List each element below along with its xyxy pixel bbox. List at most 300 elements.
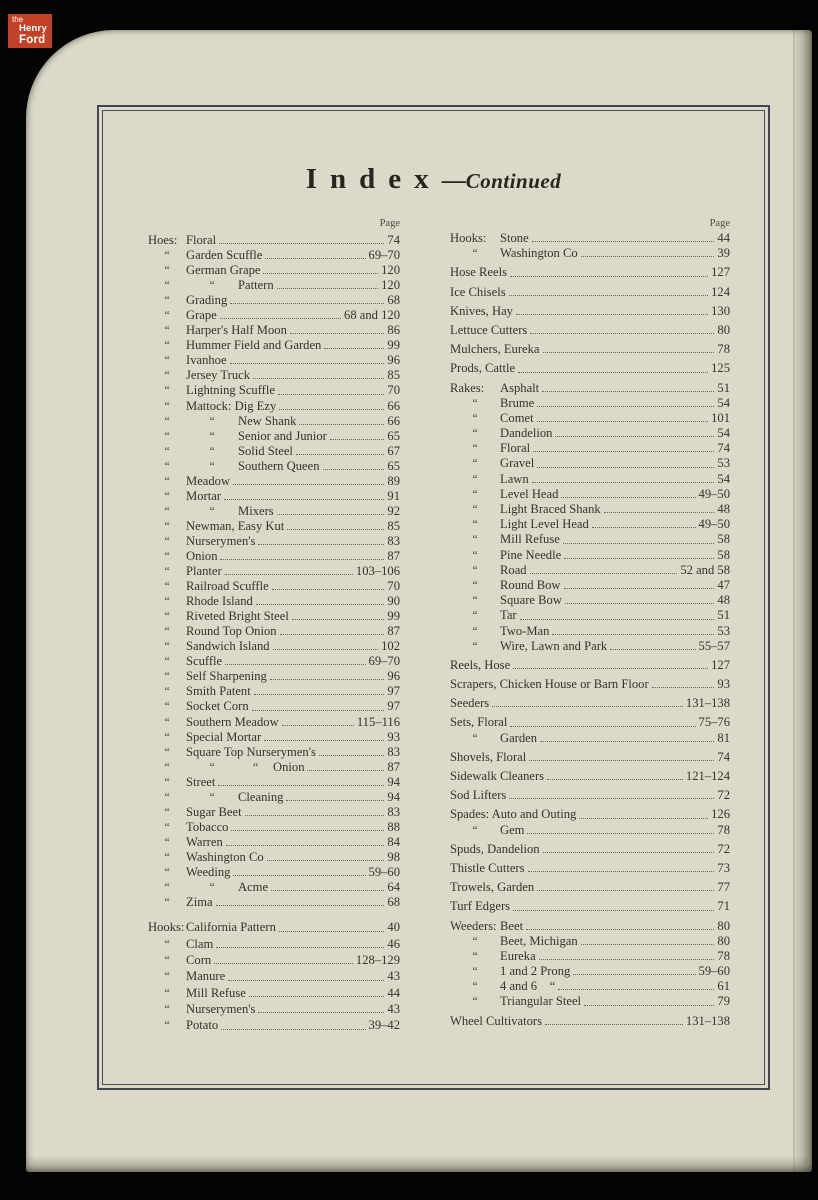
dot-leader [245,815,385,816]
dot-leader [545,1024,683,1025]
index-row [148,1001,400,1017]
entry-page-number: 85 [387,368,400,383]
dot-leader [330,439,385,440]
entry-page-number: 70 [387,383,400,398]
index-row [450,899,730,914]
entry-page-number: 103–106 [355,564,400,579]
dot-leader [226,845,385,846]
entry-page-number: 39 [717,246,730,261]
entry-page-number: 121–124 [685,769,730,783]
entry-section-label: Hoes: [148,233,178,247]
index-group [450,361,730,376]
index-row [450,285,730,300]
entry-name: Pine Needle [500,547,562,562]
dot-leader [279,409,384,410]
entry-name: Mill Refuse [186,985,246,1000]
entry-name: Lawn [500,471,529,486]
index-row [148,429,400,444]
entry-name: Scuffle [186,654,223,669]
entry-page-number: 101 [711,410,730,425]
index-row [450,750,730,765]
index-row [148,233,400,248]
index-group [450,750,730,765]
dot-leader [555,436,714,437]
dot-leader [270,679,385,680]
ditto-mark: “ [164,701,170,714]
entry-page-number: 130 [711,303,730,318]
dot-leader [219,243,384,244]
entry-page-number: 81 [717,730,730,745]
entry-name: Rhode Island [186,594,253,609]
index-row [450,964,730,979]
index-row [148,489,400,504]
entry-name: Sod Lifters [450,788,507,803]
index-group [450,677,730,692]
entry-name: Acme [238,880,269,895]
ditto-mark: “ [472,966,478,979]
index-row [450,578,730,593]
index-row [450,411,730,426]
entry-page-number: 61 [717,979,730,994]
entry-page-number: 54 [717,426,730,441]
ditto-mark: “ [472,412,478,425]
dot-leader [256,604,385,605]
entry-name: Tobacco [186,819,229,834]
dot-leader [214,963,353,964]
index-row [148,609,400,624]
dot-leader [592,527,696,528]
entry-page-number: 51 [717,380,730,395]
index-group [450,769,730,784]
index-row [450,919,730,934]
ditto-mark: “ [164,325,170,338]
index-group [450,919,730,1010]
index-row [148,474,400,489]
ditto-mark: “ [209,882,215,895]
index-row [148,968,400,984]
entry-page-number: 54 [717,395,730,410]
entry-name: Sidewalk Cleaners [450,769,545,783]
entry-page-number: 87 [387,548,400,563]
index-row [450,472,730,487]
entry-name: Seeders [450,696,490,711]
entry-name: Lightning Scuffle [186,383,275,398]
logo-line-ford: Ford [19,33,46,46]
entry-name: Ice Chisels [450,284,506,299]
entry-page-number: 43 [387,969,400,984]
ditto-mark: “ [472,549,478,562]
index-group [450,658,730,673]
dot-leader [563,543,715,544]
ditto-mark: “ [472,488,478,501]
ditto-mark: “ [164,430,170,443]
entry-name: Gravel [500,456,535,471]
entry-page-number: 68 [387,895,400,910]
entry-page-number: 72 [717,841,730,856]
dot-leader [267,860,385,861]
index-row [148,444,400,459]
entry-name: Sandwich Island [186,639,270,654]
entry-name: Light Level Head [500,517,589,532]
dot-leader [264,740,384,741]
index-row [450,842,730,857]
entry-page-number: 78 [717,948,730,963]
dot-leader [532,241,715,242]
ditto-mark: “ [209,280,215,293]
entry-section-label: Weeders: [450,918,497,933]
index-row [148,865,400,880]
ditto-mark: “ [164,295,170,308]
dot-leader [561,497,695,498]
index-row [450,304,730,319]
ditto-mark: “ [164,385,170,398]
entry-name: Southern Queen [238,458,320,473]
index-row [450,639,730,654]
dot-leader [565,603,714,604]
entry-page-number: 120 [381,278,400,293]
dot-leader [543,852,715,853]
entry-name: Thistle Cutters [450,860,525,875]
index-row [450,949,730,964]
entry-page-number: 48 [717,502,730,516]
dot-leader [230,303,384,304]
ditto-mark: “ [209,415,215,428]
entry-page-number: 53 [717,456,730,471]
entry-page-number: 97 [387,684,400,699]
entry-name: Sugar Beet [186,804,242,819]
index-column-right [450,231,730,1029]
ditto-mark: “ [164,776,170,789]
index-row [450,517,730,532]
ditto-mark: “ [472,458,478,471]
entry-page-number: 127 [711,657,730,672]
dot-leader [277,288,378,289]
dot-leader [220,559,384,560]
dot-leader [228,980,384,981]
entry-name: Lettuce Cutters [450,322,528,337]
index-row [450,1014,730,1029]
page-title [103,163,764,196]
entry-name: Round Bow [500,577,561,592]
ditto-mark: “ [164,505,170,518]
ditto-mark: “ [164,836,170,849]
entry-name: Scrapers, Chicken House or Barn Floor [450,677,649,692]
index-row [148,1017,400,1033]
index-column-left [148,233,400,1034]
index-row [148,952,400,968]
dot-leader [216,905,385,906]
index-row [148,263,400,278]
entry-name: Harper's Half Moon [186,323,287,338]
entry-name: Pattern [238,278,274,293]
page-bottom-edge-shadow [26,1156,812,1172]
dot-leader [252,710,385,711]
index-row [148,399,400,414]
entry-name: Zima [186,895,213,910]
entry-name: Wheel Cultivators [450,1013,542,1028]
entry-name: Spuds, Dandelion [450,841,540,856]
entry-name: Wire, Lawn and Park [500,638,608,653]
index-row [148,850,400,865]
entry-page-number: 65 [387,428,400,443]
entry-page-number: 86 [387,323,400,338]
index-row [148,549,400,564]
index-row [450,624,730,639]
index-row [148,639,400,654]
entry-page-number: 94 [387,789,400,804]
entry-name: Round Top Onion [186,624,277,639]
ditto-mark: “ [472,732,478,745]
ditto-mark: “ [472,428,478,441]
entry-section-label: Hooks: [148,920,185,935]
entry-name: Light Braced Shank [500,502,601,516]
dot-leader [258,1012,384,1013]
index-row [148,338,400,353]
entry-name: Turf Edgers [450,899,511,914]
entry-page-number: 66 [387,398,400,413]
ditto-mark: “ [164,475,170,488]
index-row [148,985,400,1001]
entry-page-number: 67 [387,443,400,458]
entry-name: Prods, Cattle [450,361,516,376]
ditto-mark: “ [164,535,170,548]
ditto-mark: “ [472,519,478,532]
index-row [148,745,400,760]
entry-name: Ivanhoe [186,353,227,368]
ditto-mark: “ [209,460,215,473]
dot-leader [282,725,354,726]
entry-page-number: 87 [387,759,400,774]
dot-leader [323,469,385,470]
entry-name: Street [186,774,216,789]
entry-page-number: 120 [381,263,400,278]
index-row [450,396,730,411]
dot-leader [510,276,708,277]
index-row [148,414,400,429]
entry-page-number: 74 [717,441,730,456]
index-group [450,842,730,857]
entry-page-number: 59–60 [698,964,730,979]
dot-leader [539,959,715,960]
entry-name: Spades: Auto and Outing [450,807,577,822]
index-row [450,823,730,838]
index-row [450,769,730,784]
border-rule-outer [97,105,770,1090]
entry-page-number: 70 [387,579,400,594]
ditto-mark: “ [472,248,478,261]
index-group [450,304,730,319]
ditto-mark: “ [164,460,170,473]
title-dash: — [441,168,466,194]
ditto-mark: “ [164,686,170,699]
ditto-mark: “ [164,566,170,579]
border-rule-inner [102,110,765,1085]
entry-name: Southern Meadow [186,714,279,729]
entry-page-number: 93 [717,677,730,692]
index-group [450,861,730,876]
entry-name: Corn [186,952,212,967]
index-row [148,790,400,805]
dot-leader [579,818,708,819]
index-row [148,534,400,549]
index-row [148,654,400,669]
ditto-mark: “ [472,504,478,516]
entry-page-number: 48 [717,593,730,608]
ditto-mark: “ [472,935,478,948]
entry-page-number: 93 [387,729,400,744]
ditto-mark: “ [164,1020,170,1033]
entry-page-number: 98 [387,849,400,864]
entry-section-label: Rakes: [450,380,485,395]
dot-leader [537,890,714,891]
ditto-mark: “ [472,473,478,486]
ditto-mark: “ [164,882,170,895]
entry-name: Asphalt [500,380,540,395]
dot-leader [543,352,715,353]
index-row [450,323,730,338]
entry-name: Jersey Truck [186,368,251,383]
index-row [450,880,730,895]
ditto-mark: “ [164,671,170,684]
index-row [148,519,400,534]
entry-name: Two-Man [500,623,550,638]
dot-leader [652,687,715,688]
dot-leader [230,363,385,364]
logo-line-henry: Henry [19,23,47,34]
dot-leader [564,588,715,589]
entry-name: Floral [186,233,217,247]
entry-page-number: 79 [717,994,730,1009]
dot-leader [537,421,709,422]
dot-leader [286,800,384,801]
entry-name: Stone [500,231,529,245]
index-row [450,994,730,1009]
dot-leader [533,451,714,452]
entry-page-number: 96 [387,669,400,684]
dot-leader [292,619,385,620]
ditto-mark: “ [164,550,170,563]
entry-name: Brume [500,395,535,410]
ditto-mark: “ [472,595,478,608]
ditto-mark: “ [164,716,170,729]
dot-leader [253,378,384,379]
index-row [148,624,400,639]
ditto-mark: “ [164,987,170,1000]
entry-page-number: 68 and 120 [344,308,400,323]
entry-name: Onion [186,548,218,563]
dot-leader [271,890,384,891]
ditto-mark: “ [472,579,478,592]
entry-name: 4 and 6 “ [500,979,556,994]
entry-name: Garden [500,730,538,745]
entry-page-number: 91 [387,488,400,503]
ditto-mark: “ [164,490,170,503]
entry-page-number: 65 [387,458,400,473]
index-row [450,441,730,456]
entry-name: Level Head [500,486,559,501]
dot-leader [547,779,683,780]
index-row [450,246,730,261]
index-row [450,563,730,578]
index-group [450,880,730,895]
index-row [148,308,400,323]
entry-name: Newman, Easy Kut [186,518,285,533]
entry-page-number: 127 [711,265,730,280]
index-row [148,323,400,338]
ditto-mark: “ [164,355,170,368]
ditto-mark: “ [209,445,215,458]
dot-leader [584,1005,714,1006]
dot-leader [530,333,714,334]
entry-page-number: 78 [717,342,730,357]
entry-page-number: 99 [387,609,400,624]
entry-name: Hummer Field and Garden [186,338,322,353]
entry-name: Dandelion [500,426,553,441]
index-row [450,861,730,876]
ditto-mark: “ [209,430,215,443]
entry-page-number: 83 [387,533,400,548]
dot-leader [542,391,714,392]
index-row [450,532,730,547]
index-row [148,715,400,730]
entry-page-number: 40 [387,920,400,935]
dot-leader [272,589,385,590]
ditto-mark: “ [164,280,170,293]
dot-leader [581,256,715,257]
dot-leader [537,406,714,407]
ditto-mark: “ [164,746,170,759]
entry-name: Shovels, Floral [450,749,527,764]
entry-page-number: 90 [387,594,400,609]
entry-name: Hose Reels [450,265,508,280]
entry-page-number: 55–57 [698,638,730,653]
entry-page-number: 51 [717,608,730,623]
entry-page-number: 80 [717,322,730,337]
entry-page-number: 66 [387,413,400,428]
index-row [148,820,400,835]
ditto-mark: “ [472,996,478,1009]
index-row [450,593,730,608]
dot-leader [296,454,384,455]
ditto-mark: “ [164,611,170,624]
dot-leader [287,529,384,530]
entry-page-number: 49–50 [698,486,730,501]
index-group [450,285,730,300]
ditto-mark: “ [164,400,170,413]
entry-page-number: 58 [717,532,730,547]
ditto-mark: “ [472,534,478,547]
dot-leader [564,558,714,559]
index-row [450,456,730,471]
index-row [450,426,730,441]
index-group [450,342,730,357]
index-row [450,265,730,280]
dot-leader [537,467,714,468]
dot-leader [224,499,384,500]
entry-page-number: 85 [387,518,400,533]
index-row [148,919,400,935]
entry-page-number: 58 [717,547,730,562]
ditto-mark: “ [164,415,170,428]
entry-name: Clam [186,936,214,951]
ditto-mark: “ [164,445,170,458]
entry-page-number: 125 [711,361,730,376]
ditto-mark: “ [472,981,478,994]
ditto-mark: “ [164,1004,170,1017]
dot-leader [573,974,695,975]
henry-ford-logo [8,14,52,48]
index-row [148,594,400,609]
